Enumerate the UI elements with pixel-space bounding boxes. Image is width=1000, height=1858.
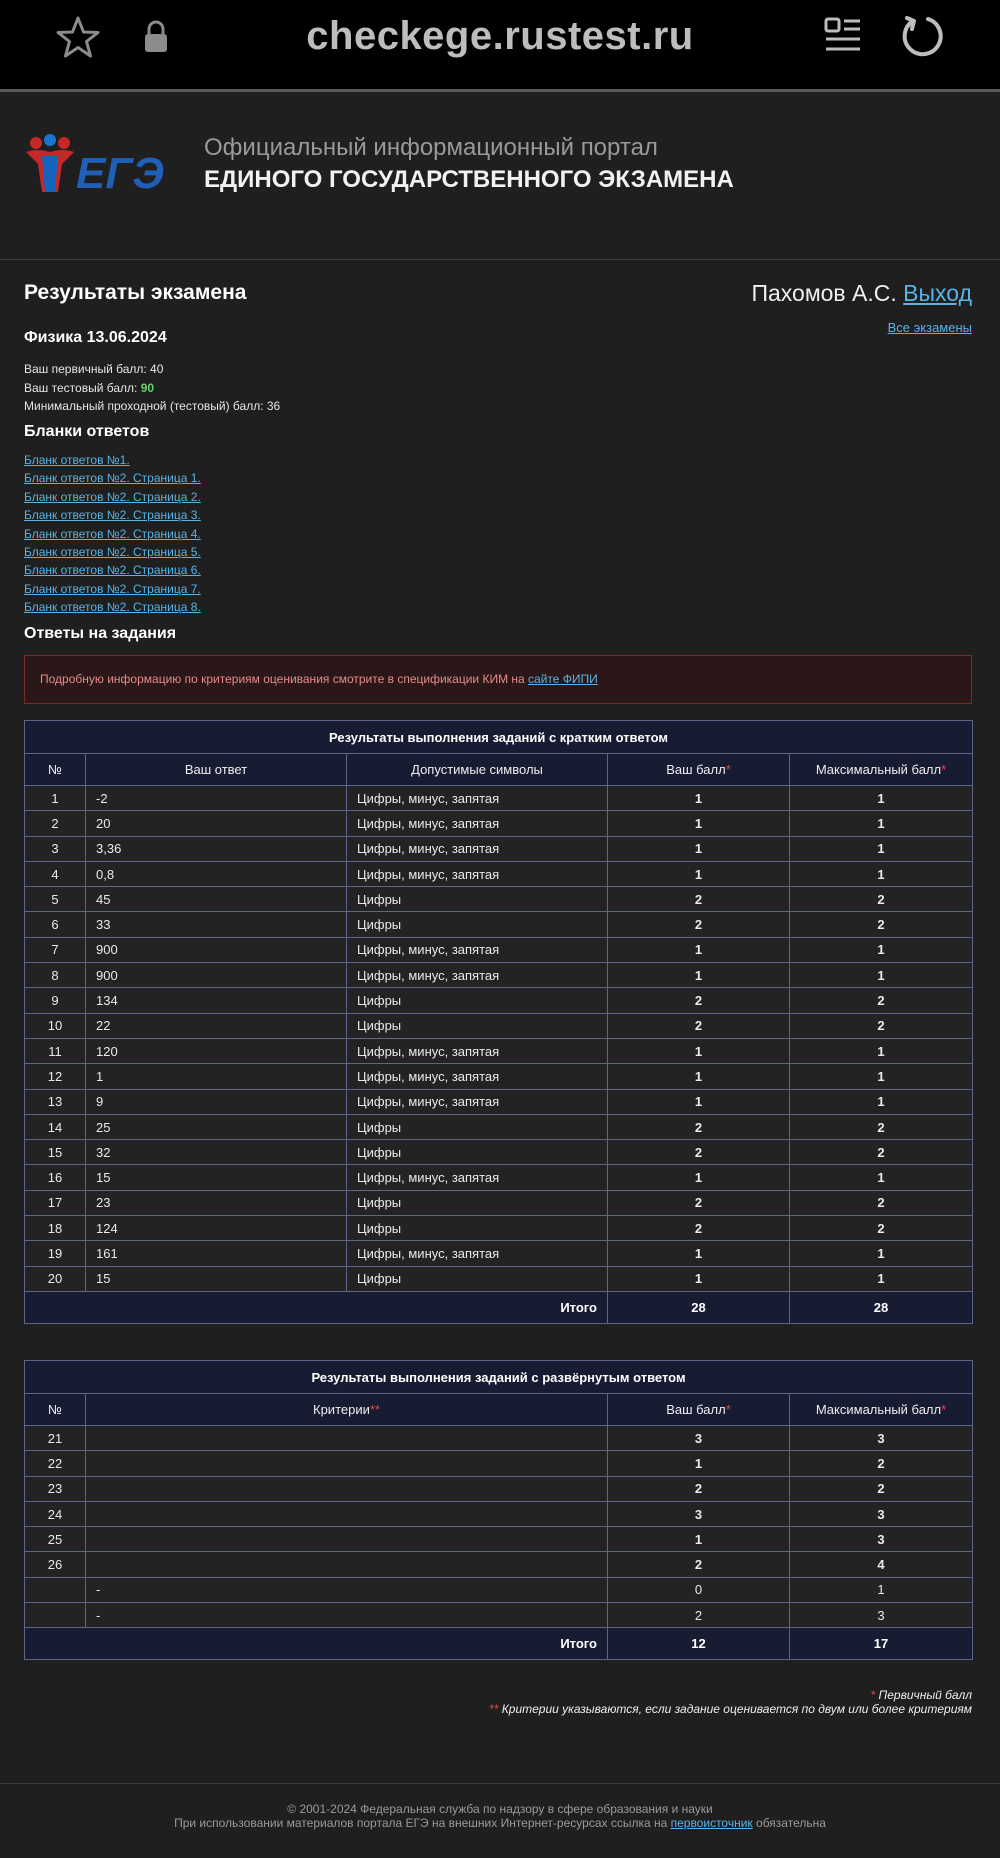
your-score: 2 bbox=[608, 887, 790, 912]
your-score: 2 bbox=[608, 1552, 790, 1577]
your-score: 1 bbox=[608, 811, 790, 836]
blank-link[interactable]: Бланк ответов №2. Страница 3. bbox=[24, 508, 201, 523]
legend: * Первичный балл ** Критерии указываются, если задание оценивается по двум или более критериям bbox=[489, 1688, 972, 1716]
your-answer: 33 bbox=[86, 912, 347, 937]
task-number: 11 bbox=[25, 1038, 86, 1063]
table-row bbox=[25, 963, 973, 988]
max-score: 4 bbox=[790, 1552, 973, 1577]
your-score: 2 bbox=[608, 1114, 790, 1139]
short-table-body bbox=[25, 786, 973, 1292]
legend-criteria: Критерии указываются, если задание оценивается по двум или более критериям bbox=[498, 1702, 972, 1716]
table-row bbox=[25, 1476, 973, 1501]
your-answer: 45 bbox=[86, 887, 347, 912]
exam-title: Физика 13.06.2024 bbox=[24, 329, 167, 346]
your-score: 1 bbox=[608, 1064, 790, 1089]
table-row bbox=[25, 1165, 973, 1190]
allowed-symbols: Цифры, минус, запятая bbox=[347, 1165, 608, 1190]
table-row bbox=[25, 1527, 973, 1552]
table-row bbox=[25, 1266, 973, 1291]
your-answer: 15 bbox=[86, 1266, 347, 1291]
max-score: 1 bbox=[790, 963, 973, 988]
table-row bbox=[25, 1426, 973, 1451]
max-score: 2 bbox=[790, 988, 973, 1013]
your-score: 2 bbox=[608, 1216, 790, 1241]
logo-text: ЕГЭ bbox=[76, 149, 164, 196]
table-row bbox=[25, 1038, 973, 1063]
long-table-caption: Результаты выполнения заданий с развёрнутым ответом bbox=[25, 1361, 973, 1394]
browser-bar bbox=[0, 0, 1000, 92]
long-total-row bbox=[25, 1628, 973, 1660]
all-exams-link[interactable]: Все экзамены bbox=[887, 320, 972, 335]
your-answer: 15 bbox=[86, 1165, 347, 1190]
table-row bbox=[25, 786, 973, 811]
task-number: 1 bbox=[25, 786, 86, 811]
footer bbox=[0, 1802, 1000, 1830]
your-score: 1 bbox=[608, 786, 790, 811]
allowed-symbols: Цифры, минус, запятая bbox=[347, 786, 608, 811]
allowed-symbols: Цифры, минус, запятая bbox=[347, 963, 608, 988]
max-score: 2 bbox=[790, 1476, 973, 1501]
min-score: 36 bbox=[266, 399, 281, 413]
allowed-symbols: Цифры bbox=[347, 1266, 608, 1291]
max-score: 1 bbox=[790, 1089, 973, 1114]
primary-score: 40 bbox=[150, 362, 164, 376]
max-score: 1 bbox=[790, 1266, 973, 1291]
your-answer: 134 bbox=[86, 988, 347, 1013]
max-score: 2 bbox=[790, 887, 973, 912]
max-score: 3 bbox=[790, 1426, 973, 1451]
test-score-label: Ваш тестовый балл: bbox=[24, 380, 141, 395]
short-answer-table bbox=[24, 720, 973, 1324]
task-number: 20 bbox=[25, 1266, 86, 1291]
table-row bbox=[25, 1552, 973, 1577]
allowed-symbols: Цифры bbox=[347, 912, 608, 937]
ege-logo[interactable] bbox=[22, 134, 164, 196]
source-link[interactable]: первоисточник bbox=[670, 1816, 753, 1830]
criteria bbox=[86, 1426, 608, 1451]
your-answer: 120 bbox=[86, 1038, 347, 1063]
max-score: 3 bbox=[790, 1603, 973, 1628]
your-answer: 9 bbox=[86, 1089, 347, 1114]
fipi-notice bbox=[24, 655, 972, 704]
allowed-symbols: Цифры bbox=[347, 988, 608, 1013]
allowed-symbols: Цифры bbox=[347, 1013, 608, 1038]
task-number bbox=[25, 1603, 86, 1628]
criteria bbox=[86, 1501, 608, 1526]
table-row bbox=[25, 1603, 973, 1628]
test-score: 90 bbox=[140, 380, 155, 395]
allowed-symbols: Цифры bbox=[347, 1190, 608, 1215]
table-row bbox=[25, 1064, 973, 1089]
col-criteria: Критерии** bbox=[86, 1394, 608, 1426]
table-row bbox=[25, 1501, 973, 1526]
col-allowed-symbols: Допустимые символы bbox=[347, 754, 608, 786]
answers-heading: Ответы на задания bbox=[24, 625, 177, 642]
max-score: 3 bbox=[790, 1501, 973, 1526]
blank-link[interactable]: Бланк ответов №2. Страница 1. bbox=[24, 471, 201, 486]
table-row bbox=[25, 836, 973, 861]
max-score: 1 bbox=[790, 836, 973, 861]
blank-link[interactable]: Бланк ответов №2. Страница 6. bbox=[24, 563, 201, 578]
max-score: 1 bbox=[790, 937, 973, 962]
long-answer-table bbox=[24, 1360, 973, 1660]
allowed-symbols: Цифры bbox=[347, 1216, 608, 1241]
primary-score-label: Ваш первичный балл: bbox=[24, 362, 151, 376]
max-score: 1 bbox=[790, 1064, 973, 1089]
task-number: 13 bbox=[25, 1089, 86, 1114]
col-number: № bbox=[25, 754, 86, 786]
allowed-symbols: Цифры, минус, запятая bbox=[347, 836, 608, 861]
your-answer: 23 bbox=[86, 1190, 347, 1215]
criteria bbox=[86, 1476, 608, 1501]
task-number: 16 bbox=[25, 1165, 86, 1190]
table-row bbox=[25, 1089, 973, 1114]
task-number: 22 bbox=[25, 1451, 86, 1476]
your-score: 0 bbox=[608, 1577, 790, 1602]
total-score: 12 bbox=[608, 1628, 790, 1660]
task-number: 9 bbox=[25, 988, 86, 1013]
footer-copyright: © 2001-2024 Федеральная служба по надзору в сфере образования и науки bbox=[287, 1802, 713, 1816]
portal-title: ЕДИНОГО ГОСУДАРСТВЕННОГО ЭКЗАМЕНА bbox=[204, 166, 734, 193]
user-name: Пахомов А.С. bbox=[751, 280, 897, 306]
max-score: 1 bbox=[790, 861, 973, 886]
task-number: 10 bbox=[25, 1013, 86, 1038]
task-number: 18 bbox=[25, 1216, 86, 1241]
table-row bbox=[25, 1451, 973, 1476]
footer-divider bbox=[0, 1783, 1000, 1784]
url-bar[interactable]: checkege.rustest.ru bbox=[306, 14, 694, 58]
max-score: 2 bbox=[790, 1216, 973, 1241]
your-answer: -2 bbox=[86, 786, 347, 811]
your-answer: 1 bbox=[86, 1064, 347, 1089]
your-score: 1 bbox=[608, 1038, 790, 1063]
task-number: 3 bbox=[25, 836, 86, 861]
total-max: 17 bbox=[790, 1628, 973, 1660]
score-summary bbox=[24, 360, 280, 416]
task-number: 7 bbox=[25, 937, 86, 962]
your-score: 1 bbox=[608, 861, 790, 886]
short-table-caption: Результаты выполнения заданий с кратким ответом bbox=[25, 721, 973, 754]
task-number: 6 bbox=[25, 912, 86, 937]
your-answer: 900 bbox=[86, 937, 347, 962]
your-score: 1 bbox=[608, 1266, 790, 1291]
your-answer: 900 bbox=[86, 963, 347, 988]
task-number: 12 bbox=[25, 1064, 86, 1089]
task-number: 2 bbox=[25, 811, 86, 836]
blank-link[interactable]: Бланк ответов №2. Страница 7. bbox=[24, 581, 201, 596]
logout-link[interactable]: Выход bbox=[903, 280, 972, 306]
your-score: 2 bbox=[608, 912, 790, 937]
allowed-symbols: Цифры, минус, запятая bbox=[347, 1089, 608, 1114]
fipi-link[interactable]: сайте ФИПИ bbox=[528, 672, 598, 686]
criteria bbox=[86, 1527, 608, 1552]
allowed-symbols: Цифры, минус, запятая bbox=[347, 937, 608, 962]
col-max-score: Максимальный балл* bbox=[790, 1394, 973, 1426]
your-score: 2 bbox=[608, 1476, 790, 1501]
col-max-score: Максимальный балл* bbox=[790, 754, 973, 786]
max-score: 1 bbox=[790, 1038, 973, 1063]
allowed-symbols: Цифры, минус, запятая bbox=[347, 861, 608, 886]
total-label: Итого bbox=[25, 1291, 608, 1323]
max-score: 2 bbox=[790, 1013, 973, 1038]
allowed-symbols: Цифры bbox=[347, 1114, 608, 1139]
task-number: 5 bbox=[25, 887, 86, 912]
table-row bbox=[25, 988, 973, 1013]
your-score: 3 bbox=[608, 1426, 790, 1451]
col-number: № bbox=[25, 1394, 86, 1426]
table-row bbox=[25, 887, 973, 912]
legend-primary: Первичный балл bbox=[875, 1688, 972, 1702]
allowed-symbols: Цифры bbox=[347, 887, 608, 912]
criteria bbox=[86, 1552, 608, 1577]
blanks-heading: Бланки ответов bbox=[24, 423, 150, 440]
table-row bbox=[25, 1216, 973, 1241]
your-score: 1 bbox=[608, 1165, 790, 1190]
your-answer: 124 bbox=[86, 1216, 347, 1241]
max-score: 2 bbox=[790, 1140, 973, 1165]
your-score: 1 bbox=[608, 937, 790, 962]
allowed-symbols: Цифры, минус, запятая bbox=[347, 811, 608, 836]
total-score: 28 bbox=[608, 1291, 790, 1323]
your-score: 2 bbox=[608, 1013, 790, 1038]
blank-link[interactable]: Бланк ответов №2. Страница 2. bbox=[24, 489, 201, 504]
your-answer: 0,8 bbox=[86, 861, 347, 886]
table-row bbox=[25, 1190, 973, 1215]
total-max: 28 bbox=[790, 1291, 973, 1323]
max-score: 1 bbox=[790, 1165, 973, 1190]
max-score: 1 bbox=[790, 1577, 973, 1602]
max-score: 2 bbox=[790, 912, 973, 937]
page-title: Результаты экзамена bbox=[24, 281, 247, 304]
site-header bbox=[0, 92, 1000, 260]
max-score: 2 bbox=[790, 1451, 973, 1476]
allowed-symbols: Цифры bbox=[347, 1140, 608, 1165]
col-your-score: Ваш балл* bbox=[608, 1394, 790, 1426]
notice-text: Подробную информацию по критериям оценивания смотрите в спецификации КИМ на bbox=[40, 672, 529, 686]
your-score: 2 bbox=[608, 1190, 790, 1215]
your-answer: 22 bbox=[86, 1013, 347, 1038]
long-table-body bbox=[25, 1426, 973, 1628]
task-number: 26 bbox=[25, 1552, 86, 1577]
your-answer: 20 bbox=[86, 811, 347, 836]
blank-link[interactable]: Бланк ответов №2. Страница 5. bbox=[24, 545, 201, 560]
table-row bbox=[25, 1577, 973, 1602]
table-row bbox=[25, 1013, 973, 1038]
task-number: 24 bbox=[25, 1501, 86, 1526]
col-your-score: Ваш балл* bbox=[608, 754, 790, 786]
task-number: 21 bbox=[25, 1426, 86, 1451]
col-your-answer: Ваш ответ bbox=[86, 754, 347, 786]
blank-link[interactable]: Бланк ответов №1. bbox=[24, 453, 130, 467]
max-score: 2 bbox=[790, 1114, 973, 1139]
portal-subtitle: Официальный информационный портал bbox=[204, 134, 658, 161]
blank-link[interactable]: Бланк ответов №2. Страница 8. bbox=[24, 600, 201, 615]
allowed-symbols: Цифры, минус, запятая bbox=[347, 1064, 608, 1089]
your-answer: 32 bbox=[86, 1140, 347, 1165]
min-score-label: Минимальный проходной (тестовый) балл: bbox=[24, 399, 267, 413]
allowed-symbols: Цифры, минус, запятая bbox=[347, 1038, 608, 1063]
task-number: 17 bbox=[25, 1190, 86, 1215]
your-score: 2 bbox=[608, 1603, 790, 1628]
your-score: 1 bbox=[608, 1451, 790, 1476]
max-score: 1 bbox=[790, 786, 973, 811]
blank-links bbox=[24, 451, 201, 617]
task-number: 14 bbox=[25, 1114, 86, 1139]
user-block bbox=[751, 280, 972, 307]
max-score: 1 bbox=[790, 1241, 973, 1266]
max-score: 2 bbox=[790, 1190, 973, 1215]
reader-mode-icon[interactable] bbox=[823, 16, 863, 56]
table-row bbox=[25, 1140, 973, 1165]
your-score: 1 bbox=[608, 963, 790, 988]
short-total-row bbox=[25, 1291, 973, 1323]
task-number: 8 bbox=[25, 963, 86, 988]
task-number bbox=[25, 1577, 86, 1602]
your-answer: 25 bbox=[86, 1114, 347, 1139]
blank-link[interactable]: Бланк ответов №2. Страница 4. bbox=[24, 526, 201, 541]
task-number: 4 bbox=[25, 861, 86, 886]
your-score: 1 bbox=[608, 836, 790, 861]
table-row bbox=[25, 912, 973, 937]
task-number: 25 bbox=[25, 1527, 86, 1552]
task-number: 23 bbox=[25, 1476, 86, 1501]
your-score: 1 bbox=[608, 1241, 790, 1266]
reload-icon[interactable] bbox=[898, 12, 946, 60]
criteria: - bbox=[86, 1603, 608, 1628]
your-score: 1 bbox=[608, 1527, 790, 1552]
criteria bbox=[86, 1451, 608, 1476]
table-row bbox=[25, 1241, 973, 1266]
table-row bbox=[25, 861, 973, 886]
table-row bbox=[25, 937, 973, 962]
your-answer: 3,36 bbox=[86, 836, 347, 861]
your-score: 1 bbox=[608, 1089, 790, 1114]
your-answer: 161 bbox=[86, 1241, 347, 1266]
criteria: - bbox=[86, 1577, 608, 1602]
max-score: 1 bbox=[790, 811, 973, 836]
footer-notice: При использовании материалов портала ЕГЭ на внешних Интернет-ресурсах ссылка на первоисточник обязательна bbox=[174, 1816, 826, 1830]
task-number: 19 bbox=[25, 1241, 86, 1266]
table-row bbox=[25, 1114, 973, 1139]
your-score: 2 bbox=[608, 988, 790, 1013]
your-score: 2 bbox=[608, 1140, 790, 1165]
task-number: 15 bbox=[25, 1140, 86, 1165]
table-row bbox=[25, 811, 973, 836]
max-score: 3 bbox=[790, 1527, 973, 1552]
total-label: Итого bbox=[25, 1628, 608, 1660]
allowed-symbols: Цифры, минус, запятая bbox=[347, 1241, 608, 1266]
your-score: 3 bbox=[608, 1501, 790, 1526]
